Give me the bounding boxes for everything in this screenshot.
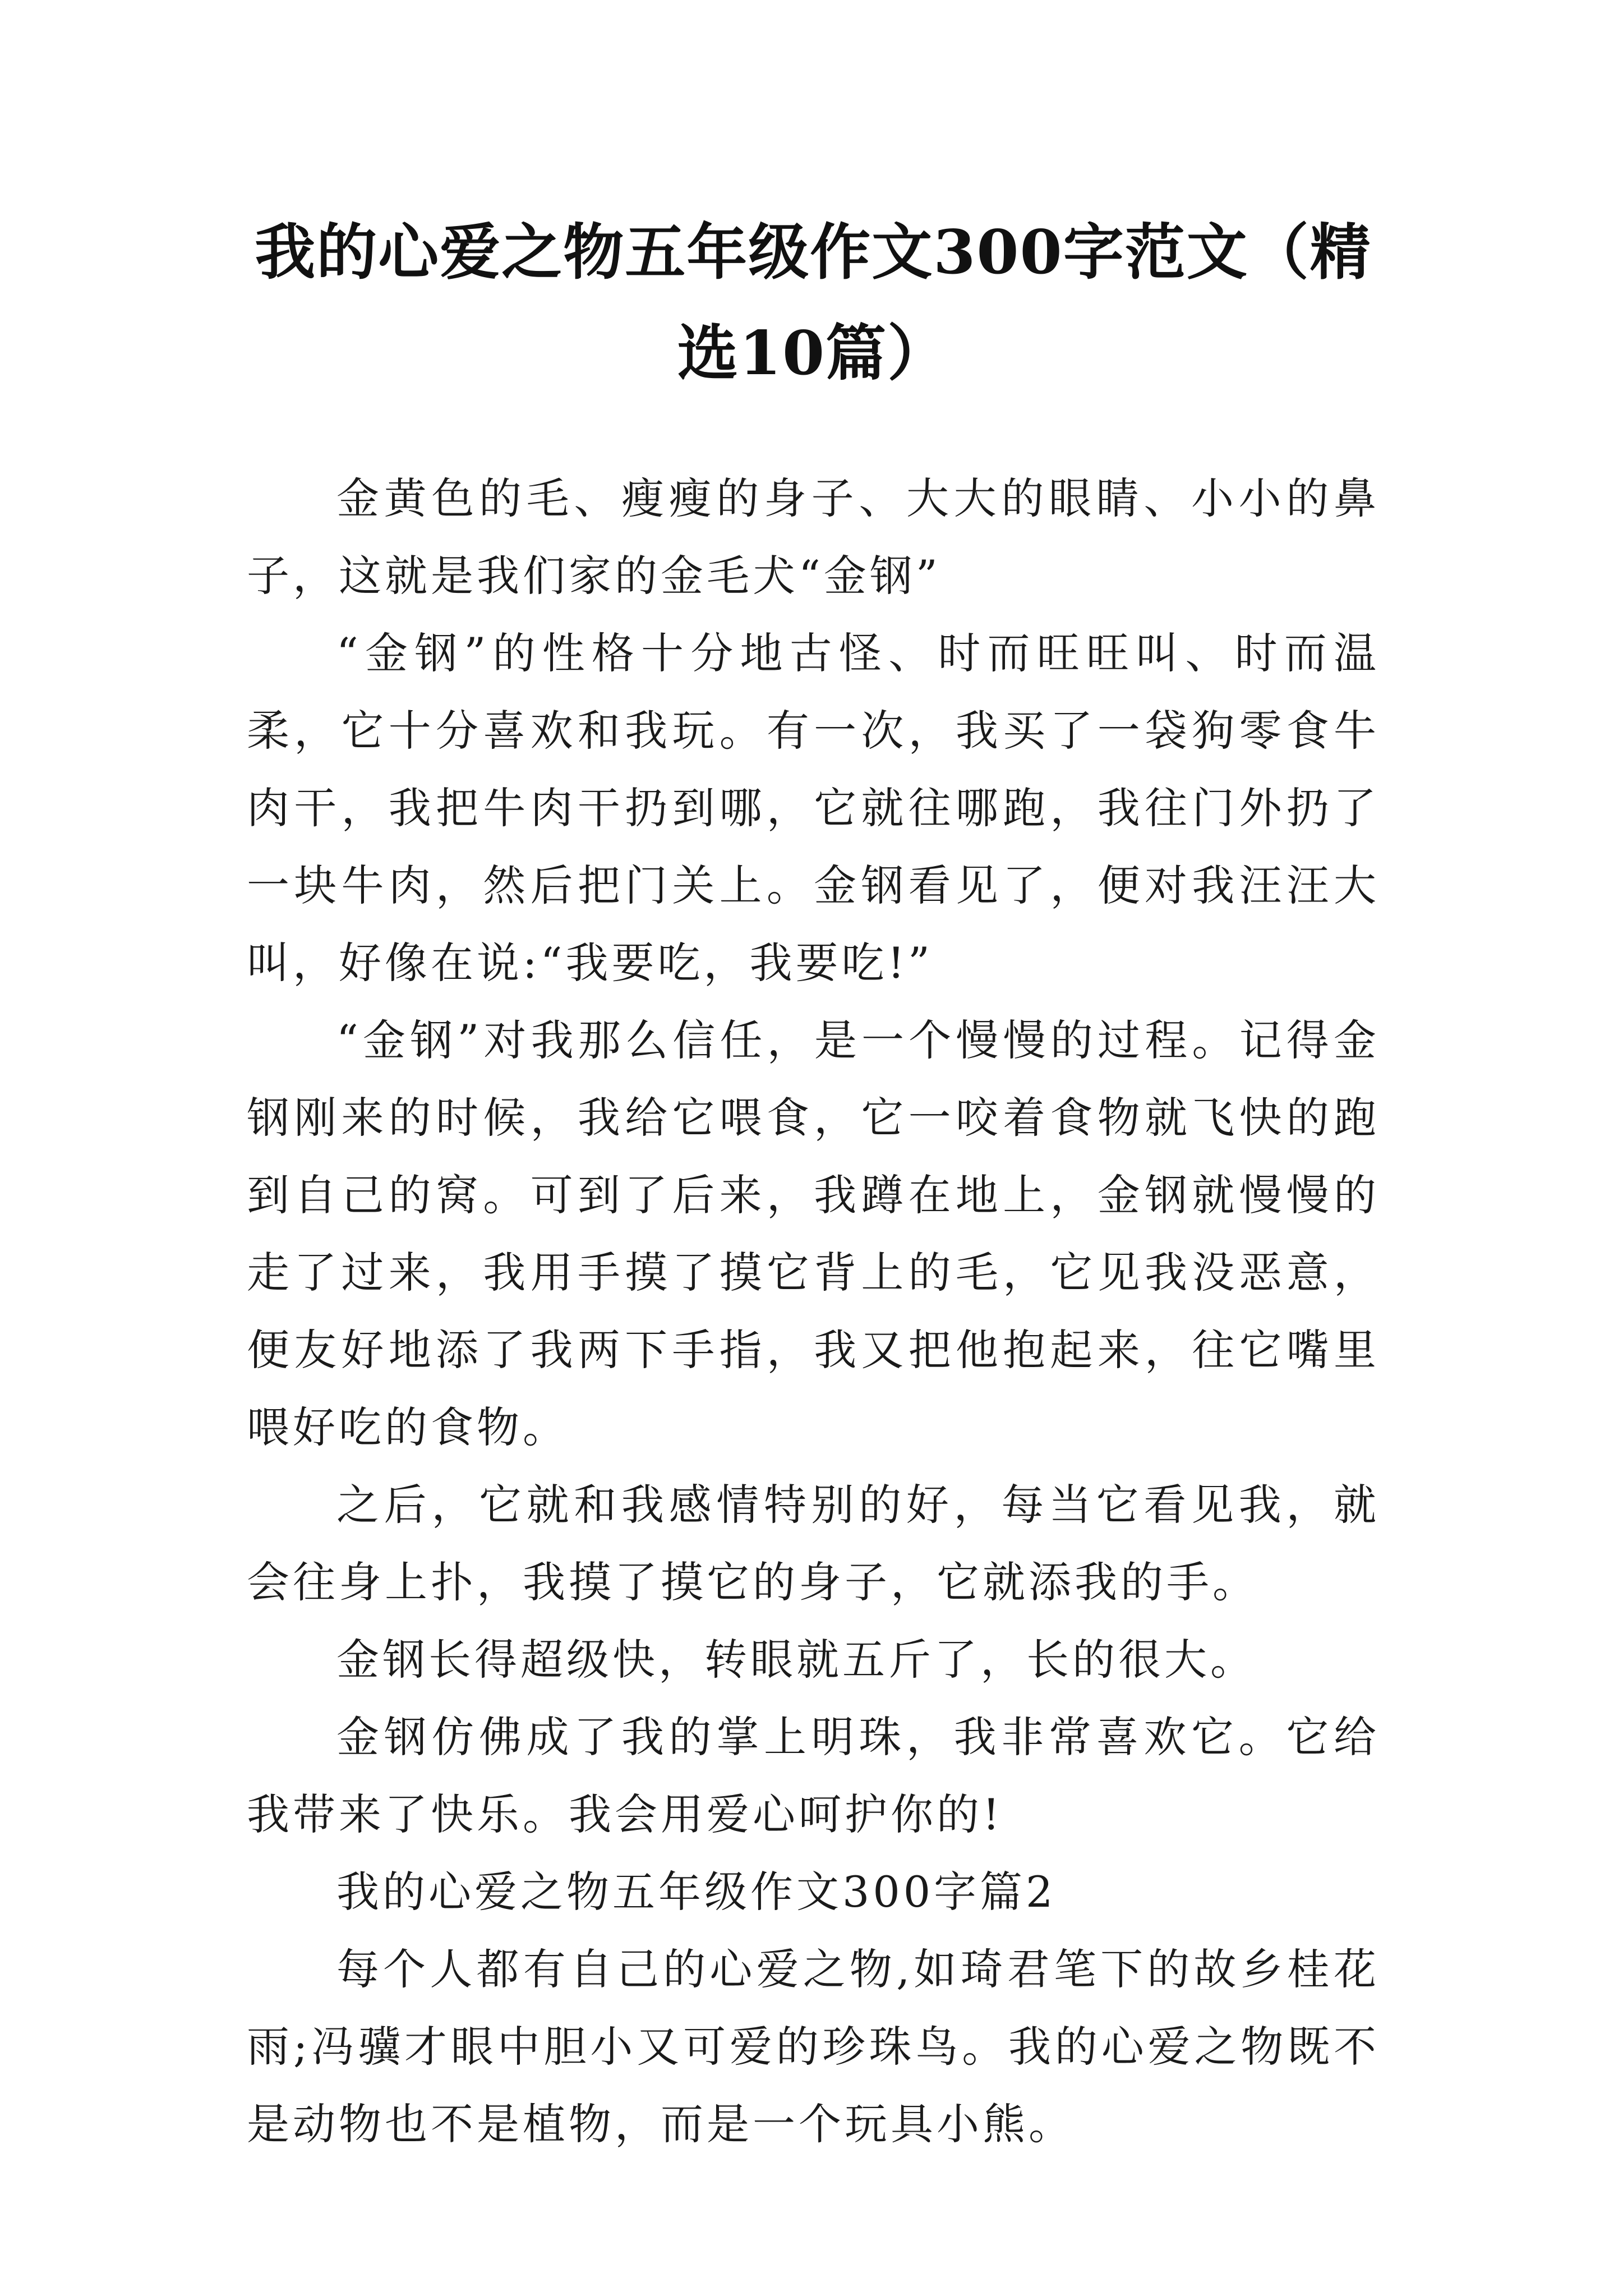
paragraph: 金黄色的毛、瘦瘦的身子、大大的眼睛、小小的鼻子，这就是我们家的金毛犬“金钢” (247, 473, 1380, 601)
document-body (247, 460, 1380, 2163)
paragraph: “金钢”对我那么信任，是一个慢慢的过程。记得金钢刚来的时候，我给它喂食，它一咬着食物就飞快的跑到自己的窝。可到了后来，我蹲在地上，金钢就慢慢的走了过来，我用手摸了摸它背上的毛，它见我没恶意，便友好地添了我两下手指，我又把他抱起来，往它嘴里喂好吃的食物。 (247, 1015, 1380, 1452)
paragraph: “金钢”的性格十分地古怪、时而旺旺叫、时而温柔，它十分喜欢和我玩。有一次，我买了一袋狗零食牛肉干，我把牛肉干扔到哪，它就往哪跑，我往门外扔了一块牛肉，然后把门关上。金钢看见了，便对我汪汪大叫，好像在说:“我要吃，我要吃!” (247, 628, 1380, 988)
paragraph: 每个人都有自己的心爱之物,如琦君笔下的故乡桂花雨;冯骥才眼中胆小又可爱的珍珠鸟。我的心爱之物既不是动物也不是植物，而是一个玩具小熊。 (247, 1944, 1380, 2149)
paragraph: 之后，它就和我感情特别的好，每当它看见我，就会往身上扑，我摸了摸它的身子，它就添我的手。 (247, 1480, 1380, 1607)
paragraph: 金钢仿佛成了我的掌上明珠，我非常喜欢它。它给我带来了快乐。我会用爱心呵护你的! (247, 1712, 1380, 1839)
document-title: 我的心爱之物五年级作文300字范文（精选10篇） (255, 217, 1372, 389)
section-heading: 我的心爱之物五年级作文300字篇2 (336, 1867, 1057, 1917)
paragraph: 金钢长得超级快，转眼就五斤了，长的很大。 (336, 1635, 1256, 1685)
